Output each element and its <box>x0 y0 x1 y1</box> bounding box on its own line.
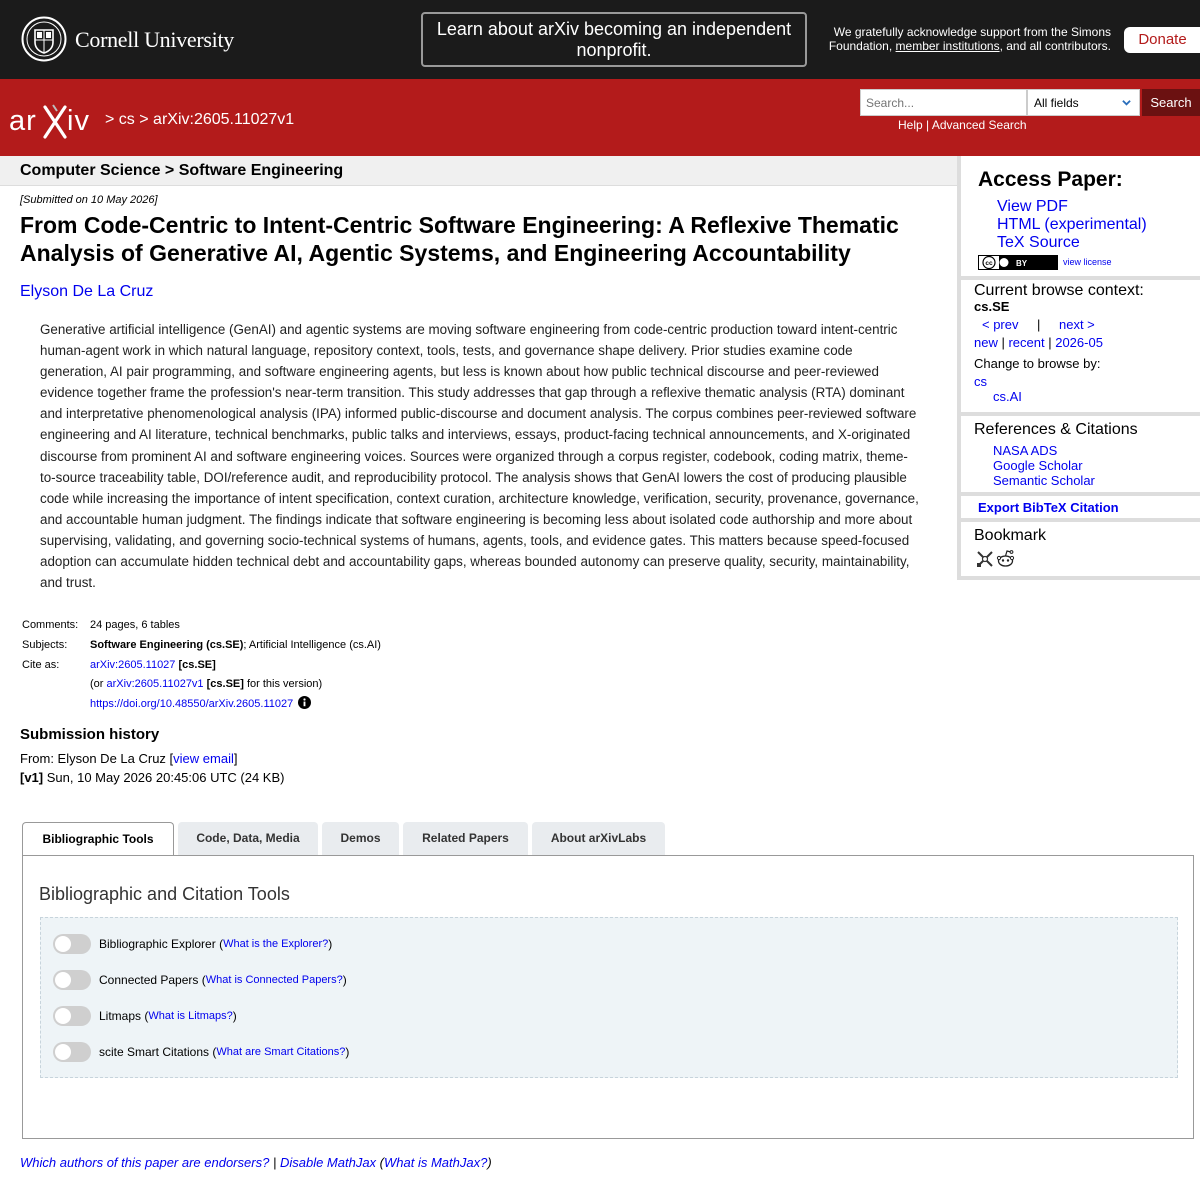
cornell-top-bar <box>0 0 1200 79</box>
browse-context-heading: Current browse context: <box>974 282 1144 299</box>
version-entry <box>20 770 284 785</box>
cite-version-category: [cs.SE] <box>206 678 244 691</box>
footer-links: Which authors of this paper are endorsers? | Disable MathJax (What is MathJax?) <box>20 1155 492 1170</box>
cite-value <box>90 656 216 676</box>
svg-text:cc: cc <box>985 260 993 267</box>
doi-spacer <box>20 695 90 715</box>
arxiv-header <box>0 79 1200 156</box>
metadata-table <box>20 616 381 715</box>
breadcrumb <box>105 111 294 129</box>
member-institutions-link[interactable]: member institutions <box>895 39 1000 53</box>
primary-subject: Software Engineering (cs.SE) <box>90 638 244 651</box>
browse-cs-link[interactable]: cs <box>974 374 987 389</box>
view-email-link[interactable]: view email <box>173 751 234 766</box>
access-paper-heading: Access Paper: <box>978 168 1123 191</box>
ack-text-end: , and all contributors. <box>999 39 1111 53</box>
recent-link[interactable]: recent <box>1008 335 1045 350</box>
help-link[interactable]: Help <box>898 118 923 132</box>
abstract: Generative artificial intelligence (GenAI) and agentic systems are moving software engineering from code-centric production toward intent-centric human-agent work in which natural language, repository context, tools, tests, and governance shape delivery. Prior studies examine code generation, AI pair programming, and software engineering agents, but less is known about how public technical discourse and peer-reviewed evidence together frame the profession's near-term transition. This study addresses that gap through a reflexive thematic analysis (RTA) dominant and interpretative phenomenological analysis (IPA) informed public-discourse and document analysis. The corpus combines peer-reviewed software engineering and AI literature, technical benchmarks, public talks and interviews, essays, product-facing technical announcements, and X-originated discourse from prominent AI and software engineering voices. Sources were organized through a corpus register, codebook, coding matrix, theme-to-source traceability table, DOI/reference audit, and reproducibility protocol. The analysis shows that GenAI lowers the cost of producing plausible code while increasing the importance of intent specification, context curation, architecture knowledge, verification, security, provenance, governance, and accountable human judgment. The findings indicate that software engineering is becoming less about isolated code authorship and more about supervising, validating, and governing socio-technical systems of humans, agents, tools, and evidence gates. This matters because speed-focused adoption can accumulate hidden technical debt and accountability gaps, whereas bounded autonomy can preserve quality, security, maintainability, and trust. <box>40 322 919 591</box>
view-pdf-link[interactable]: View PDF <box>997 198 1068 215</box>
reddit-icon[interactable] <box>996 549 1015 568</box>
advanced-search-link[interactable]: Advanced Search <box>931 118 1027 132</box>
cite-category: [cs.SE] <box>178 658 216 671</box>
toggle-label: scite Smart Citations <box>99 1045 210 1059</box>
breadcrumb-separator: > <box>139 111 149 128</box>
sidebar-divider <box>961 518 1200 522</box>
toggle-label: Litmaps <box>99 1009 142 1023</box>
cite-row <box>20 656 381 676</box>
donate-button[interactable]: Donate <box>1124 27 1200 53</box>
semantic-scholar-link[interactable]: Semantic Scholar <box>993 473 1095 488</box>
ack-text: We gratefully acknowledge support from the Simons Foundation, <box>828 25 1111 53</box>
info-icon[interactable] <box>298 696 311 709</box>
cite-version-value <box>90 675 322 695</box>
toggle-knob <box>55 972 71 988</box>
sidebar-divider <box>961 412 1200 416</box>
tab-bibliographic-tools[interactable]: Bibliographic Tools <box>22 822 174 857</box>
litmaps-toggle[interactable] <box>53 1006 91 1026</box>
cite-version-row <box>20 675 381 695</box>
breadcrumb-cs-link[interactable]: cs <box>118 111 135 128</box>
search-button[interactable]: Search <box>1142 89 1200 116</box>
svg-text:ar: ar <box>9 105 37 137</box>
submission-date: [Submitted on 10 May 2026] <box>20 194 158 206</box>
doi-link[interactable]: https://doi.org/10.48550/arXiv.2605.11027 <box>90 698 294 711</box>
tex-source-link[interactable]: TeX Source <box>997 234 1080 251</box>
bibliographic-explorer-toggle[interactable] <box>53 934 91 954</box>
browse-context-value: cs.SE <box>974 299 1010 314</box>
sidebar-divider <box>961 276 1200 280</box>
version-label: [v1] <box>20 770 44 785</box>
from-suffix: ] <box>233 751 238 766</box>
subject-breadcrumb[interactable]: Computer Science > Software Engineering <box>0 156 957 186</box>
google-scholar-link[interactable]: Google Scholar <box>993 458 1083 473</box>
toggle-row-connected-papers: Connected Papers ( What is Connected Papers? ) <box>53 970 347 990</box>
help-separator: | <box>926 118 930 132</box>
search-field-selected: All fields <box>1034 96 1079 110</box>
cite-label: Cite as: <box>22 658 60 671</box>
sidebar-divider <box>961 576 1200 580</box>
disable-mathjax-link[interactable]: Disable MathJax <box>279 1155 377 1170</box>
toggle-label: Connected Papers <box>99 973 199 987</box>
toggle-list <box>40 917 1178 1078</box>
sidebar <box>957 156 1200 580</box>
cc-by-text: BY <box>1016 259 1028 268</box>
toggle-help-link[interactable]: What is Litmaps? <box>148 1010 233 1022</box>
export-bibtex-link[interactable]: Export BibTeX Citation <box>978 500 1119 515</box>
references-heading: References & Citations <box>974 421 1138 438</box>
toggle-label: Bibliographic Explorer <box>99 937 216 951</box>
bookmark-heading: Bookmark <box>974 527 1047 544</box>
search-input[interactable] <box>860 89 1027 116</box>
toggle-knob <box>55 1044 71 1060</box>
cite-version-suffix: for this version) <box>246 678 323 691</box>
toggle-row-explorer: Bibliographic Explorer ( What is the Explorer? ) <box>53 934 332 954</box>
toggle-row-litmaps: Litmaps ( What is Litmaps? ) <box>53 1006 237 1026</box>
cite-version-link[interactable]: arXiv:2605.11027v1 <box>106 678 204 691</box>
endorsers-link[interactable]: Which authors of this paper are endorsers? <box>20 1155 270 1170</box>
bibliographic-tools-panel <box>22 855 1194 1139</box>
nasa-ads-link[interactable]: NASA ADS <box>993 443 1058 458</box>
scite-smart-citations-toggle[interactable] <box>53 1042 91 1062</box>
cite-arxiv-link[interactable]: arXiv:2605.11027 <box>90 658 176 671</box>
help-links <box>898 118 1027 132</box>
tab-about-arxivlabs[interactable]: About arXivLabs <box>532 822 665 855</box>
next-link[interactable]: next > <box>1059 317 1095 332</box>
toggle-knob <box>55 936 71 952</box>
tab-related-papers[interactable]: Related Papers <box>403 822 528 855</box>
from-prefix: From: Elyson De La Cruz [ <box>20 751 174 766</box>
breadcrumb-separator: > <box>105 111 115 128</box>
doi-value <box>90 695 311 715</box>
comments-value: 24 pages, 6 tables <box>90 619 180 631</box>
nonprofit-announcement-button[interactable]: Learn about arXiv becoming an independent nonprofit. <box>421 12 807 67</box>
author-link[interactable]: Elyson De La Cruz <box>20 283 154 300</box>
nav-separator: | <box>1037 317 1041 332</box>
month-link[interactable]: 2026-05 <box>1055 335 1103 350</box>
browse-csai-link[interactable]: cs.AI <box>993 389 1022 404</box>
tab-code-data-media[interactable]: Code, Data, Media <box>178 822 318 855</box>
sidebar-divider <box>961 492 1200 496</box>
cite-or-text: (or <box>90 678 104 691</box>
new-link[interactable]: new <box>974 335 998 350</box>
prev-link[interactable]: < prev <box>982 317 1019 332</box>
html-experimental-link[interactable]: HTML (experimental) <box>997 216 1147 233</box>
subjects-label: Subjects: <box>22 638 68 651</box>
breadcrumb-paper-id: arXiv:2605.11027v1 <box>153 111 295 128</box>
submission-from <box>20 751 237 766</box>
paper-title: From Code-Centric to Intent-Centric Software Engineering: A Reflexive Thematic Analysis of Generative AI, Agentic Systems, and Engineering Accountability <box>20 212 899 266</box>
cite-version-spacer <box>20 675 90 695</box>
chevron-down-icon <box>1122 98 1131 107</box>
secondary-subject: ; Artificial Intelligence (cs.AI) <box>243 638 381 651</box>
submission-history-heading: Submission history <box>20 726 160 743</box>
view-license-link[interactable]: view license <box>1063 257 1112 267</box>
toggle-knob <box>55 1008 71 1024</box>
footer-separator: | <box>272 1155 277 1170</box>
arxiv-logo[interactable] <box>9 101 103 141</box>
bibsonomy-icon[interactable] <box>976 550 994 568</box>
comments-label: Comments: <box>22 619 79 631</box>
what-is-mathjax-link[interactable]: What is MathJax? <box>384 1155 488 1170</box>
toggle-help-link[interactable]: What are Smart Citations? <box>216 1046 346 1058</box>
cc-by-license-icon[interactable] <box>978 255 1058 270</box>
browse-links: new | recent | 2026-05 <box>974 335 1103 350</box>
subjects-value <box>90 636 381 656</box>
tab-demos[interactable]: Demos <box>322 822 399 855</box>
cornell-seal-icon[interactable] <box>21 16 67 62</box>
connected-papers-toggle[interactable] <box>53 970 91 990</box>
toggle-help-link[interactable]: What is the Explorer? <box>223 938 329 950</box>
toggle-row-scite: scite Smart Citations ( What are Smart Citations? ) <box>53 1042 349 1062</box>
svg-text:iv: iv <box>67 105 90 137</box>
doi-row <box>20 695 381 715</box>
change-browse-label: Change to browse by: <box>974 356 1101 371</box>
simons-acknowledgement <box>815 25 1111 53</box>
bibliographic-tools-heading: Bibliographic and Citation Tools <box>39 884 290 904</box>
cornell-university-link[interactable]: Cornell University <box>75 27 234 52</box>
toggle-help-link[interactable]: What is Connected Papers? <box>205 974 343 986</box>
subjects-row <box>20 636 381 656</box>
comments-row <box>20 616 381 636</box>
search-field-select[interactable] <box>1027 89 1140 116</box>
version-details: Sun, 10 May 2026 20:45:06 UTC (24 KB) <box>43 770 285 785</box>
